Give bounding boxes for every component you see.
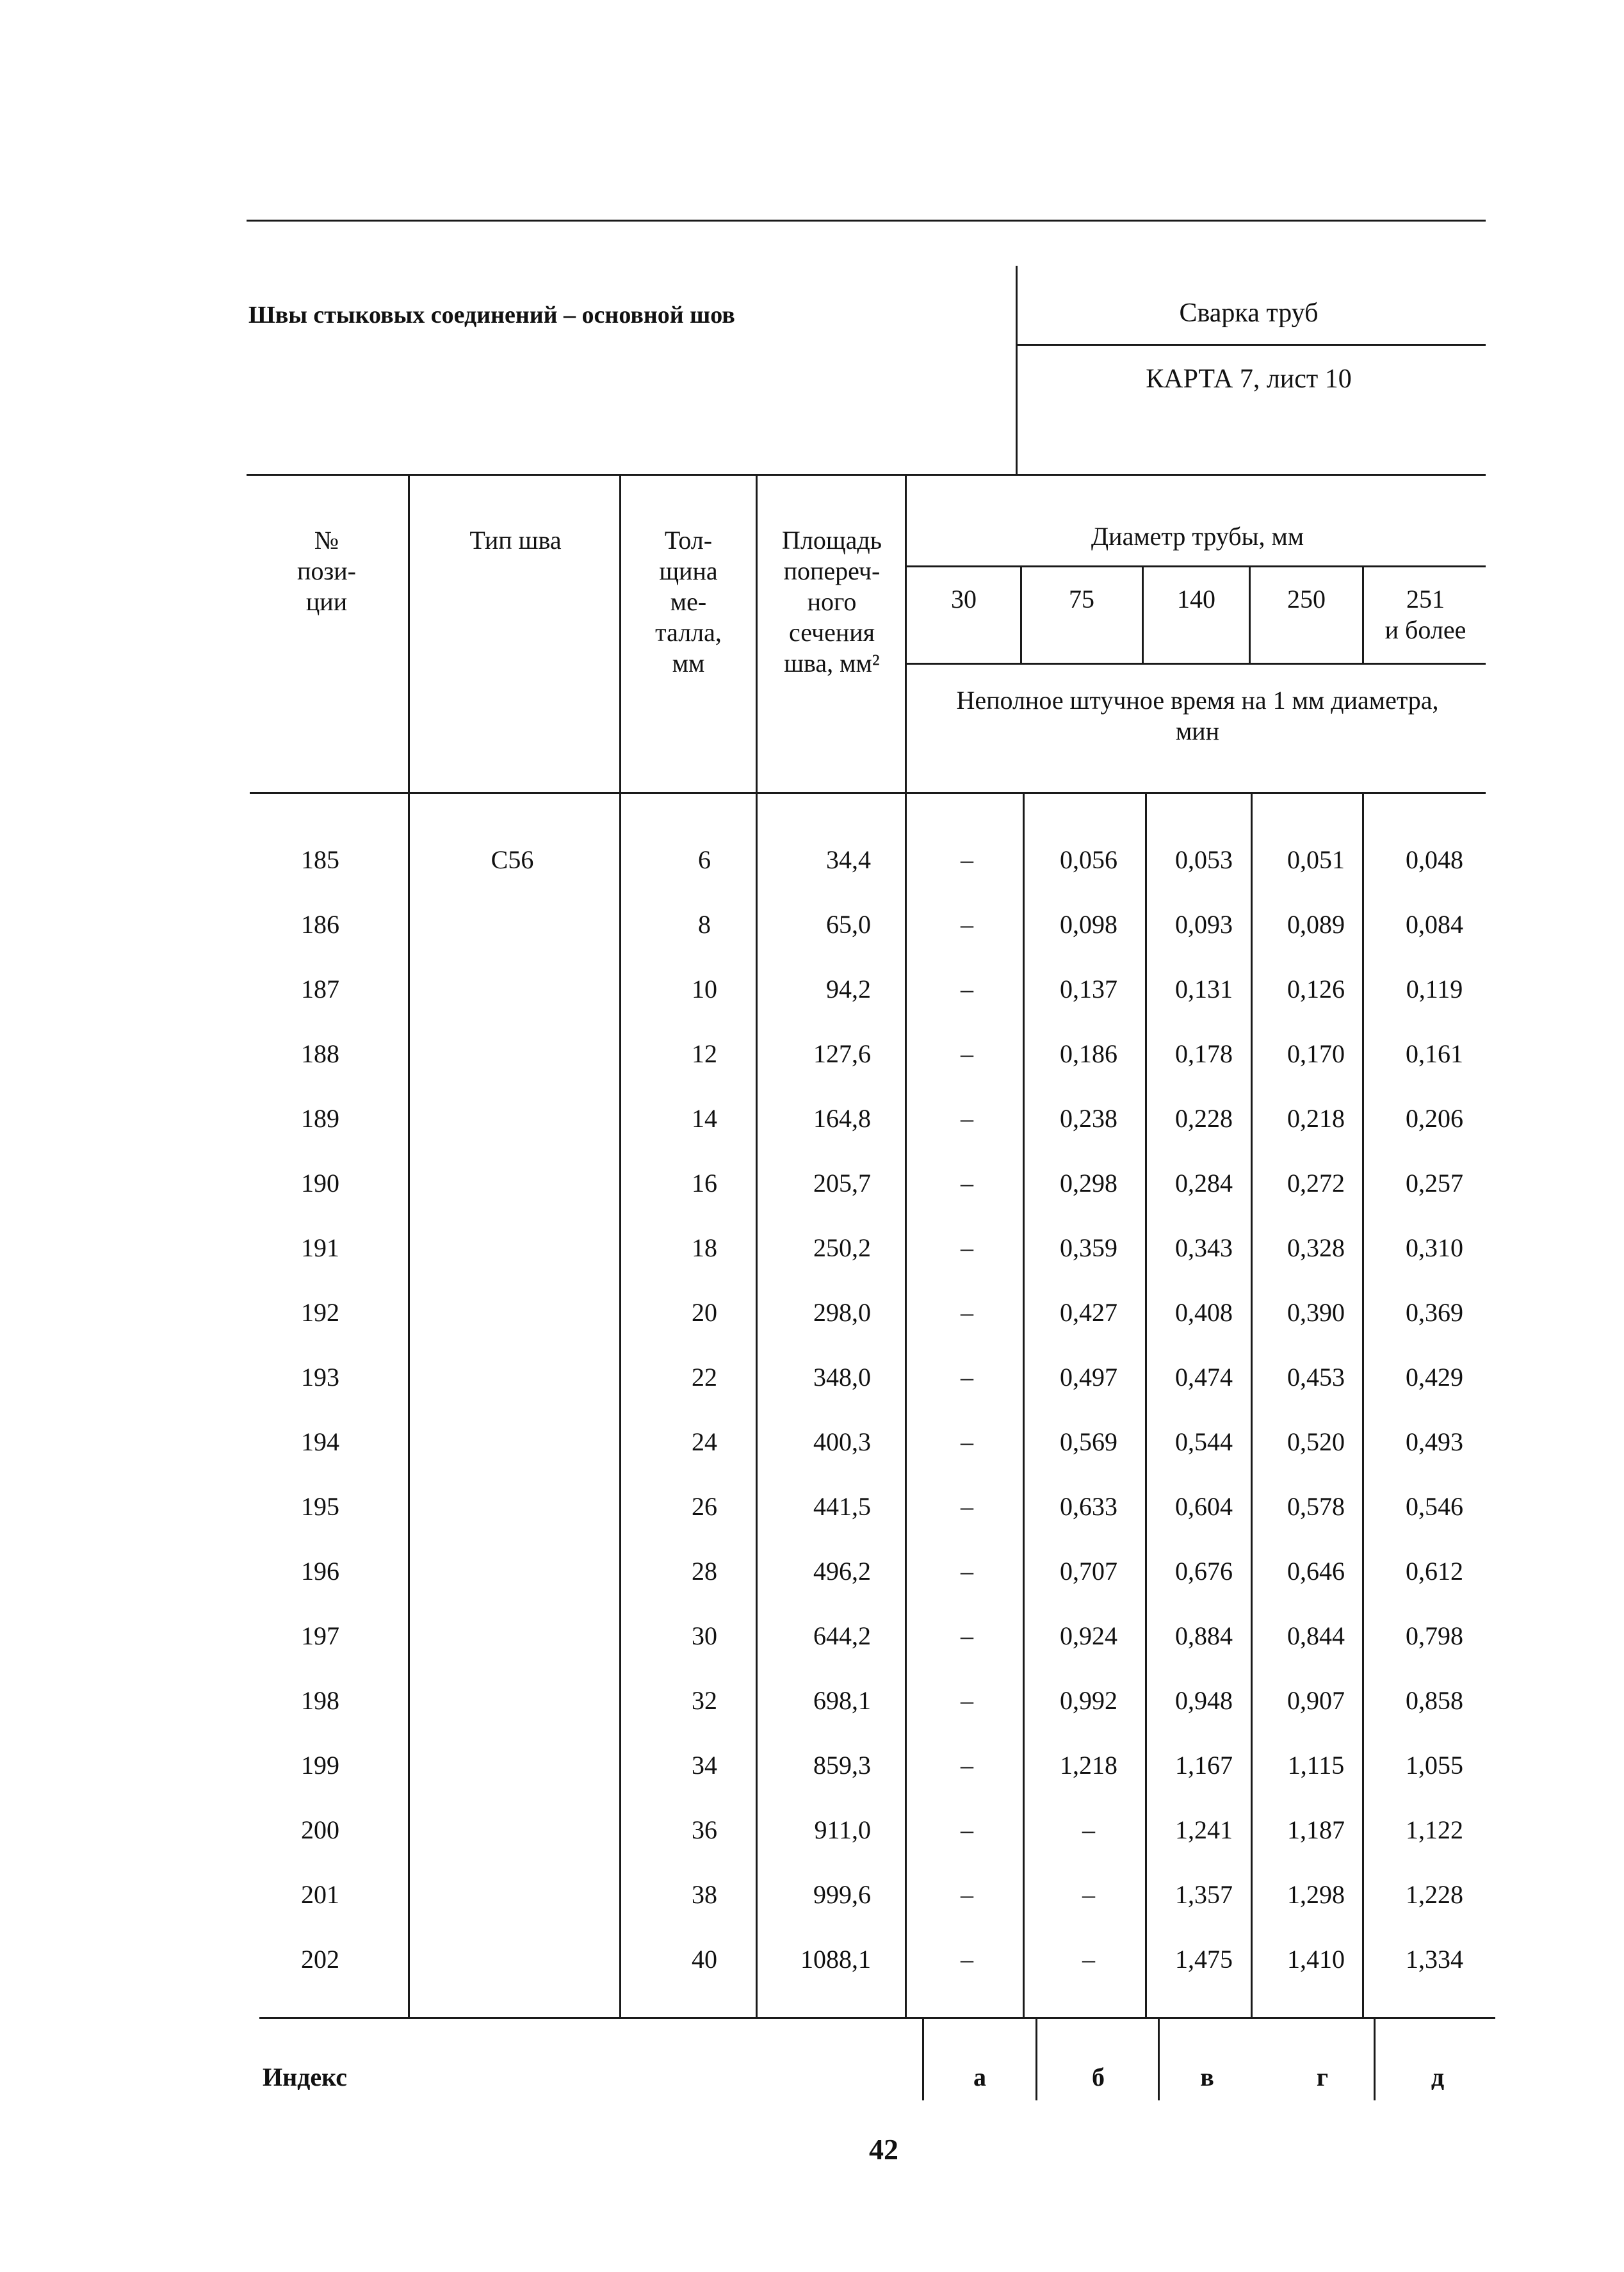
header-weld-type: Тип шва [469, 526, 562, 555]
cell-time-d30: – [961, 910, 973, 939]
cell-cross-section-area: 127,6 [813, 1039, 871, 1068]
cell-time-d250: 0,126 [1287, 975, 1345, 1003]
cell-thickness: 36 [692, 1815, 717, 1844]
cell-time-d140: 0,284 [1175, 1169, 1233, 1197]
header-diameter-title: Диаметр трубы, мм [1091, 522, 1304, 551]
cell-time-d140: 0,093 [1175, 910, 1233, 939]
cell-cross-section-area: 94,2 [826, 975, 871, 1003]
cell-time-d250: 0,646 [1287, 1557, 1345, 1586]
page-number: 42 [869, 2133, 898, 2166]
cell-time-d30: – [961, 1751, 973, 1780]
cell-thickness: 16 [692, 1169, 717, 1197]
cell-thickness: 30 [692, 1621, 717, 1650]
cell-thickness: 26 [692, 1492, 717, 1521]
diameter-title-rule [905, 565, 1486, 567]
cell-time-d140: 1,357 [1175, 1880, 1233, 1909]
cell-cross-section-area: 205,7 [813, 1169, 871, 1197]
index-letter-d: д [1431, 2063, 1445, 2091]
cell-cross-section-area: 911,0 [814, 1815, 871, 1844]
cell-time-d251: 0,084 [1406, 910, 1463, 939]
cell-position-number: 191 [301, 1233, 339, 1262]
header-diameter-140: 140 [1177, 585, 1215, 613]
cell-cross-section-area: 250,2 [813, 1233, 871, 1262]
cell-time-d75: – [1082, 1945, 1095, 1974]
cell-cross-section-area: 65,0 [826, 910, 871, 939]
cell-position-number: 198 [301, 1686, 339, 1715]
cell-time-d251: 0,310 [1406, 1233, 1463, 1262]
cell-time-d140: 0,544 [1175, 1427, 1233, 1456]
cell-cross-section-area: 698,1 [813, 1686, 871, 1715]
header-area: Площадь попереч- ного сечения шва, мм² [782, 526, 882, 678]
cell-time-d30: – [961, 1298, 973, 1327]
cell-position-number: 193 [301, 1363, 339, 1392]
cell-thickness: 24 [692, 1427, 717, 1456]
cell-weld-type [448, 905, 576, 944]
cell-thickness: 18 [692, 1233, 717, 1262]
col-rule-4 [905, 474, 907, 2017]
index-letter-a: а [973, 2063, 986, 2091]
cell-cross-section-area: 859,3 [813, 1751, 871, 1780]
cell-time-d250: 0,051 [1287, 845, 1345, 874]
cell-thickness: 40 [692, 1945, 717, 1974]
cell-time-d75: – [1082, 1880, 1095, 1909]
cell-time-d75: 0,137 [1060, 975, 1117, 1003]
col-rule-1 [408, 474, 410, 2017]
cell-thickness: 12 [692, 1039, 717, 1068]
cell-time-d75: 0,186 [1060, 1039, 1117, 1068]
cell-position-number: 195 [301, 1492, 339, 1521]
col-rule-2 [619, 474, 621, 2017]
header-top-rule [247, 474, 1486, 476]
index-rule-v [1158, 2017, 1160, 2100]
cell-time-d250: 0,272 [1287, 1169, 1345, 1197]
cell-thickness: 28 [692, 1557, 717, 1586]
cell-time-d251: 0,369 [1406, 1298, 1463, 1327]
diam-rule-140 [1142, 565, 1144, 663]
cell-weld-type [448, 970, 576, 1009]
diam-rule-250 [1249, 565, 1251, 663]
cell-thickness: 32 [692, 1686, 717, 1715]
cell-time-d140: 0,474 [1175, 1363, 1233, 1392]
cell-time-d251: 0,858 [1406, 1686, 1463, 1715]
cell-time-d75: 0,098 [1060, 910, 1117, 939]
cell-time-d75: 0,924 [1060, 1621, 1117, 1650]
header-diameter-250: 250 [1287, 585, 1326, 613]
cell-cross-section-area: 348,0 [813, 1363, 871, 1392]
card-label: КАРТА 7, лист 10 [1146, 364, 1352, 394]
cell-time-d251: 0,161 [1406, 1039, 1463, 1068]
cell-time-d251: 1,334 [1406, 1945, 1463, 1974]
cell-thickness: 8 [698, 910, 711, 939]
header-thickness: Тол- щина ме- талла, мм [655, 526, 722, 678]
cell-cross-section-area: 298,0 [813, 1298, 871, 1327]
cell-weld-type [448, 1876, 576, 1914]
cell-time-d250: 0,218 [1287, 1104, 1345, 1133]
cell-thickness: 20 [692, 1298, 717, 1327]
cell-cross-section-area: 400,3 [813, 1427, 871, 1456]
cell-time-d75: 0,298 [1060, 1169, 1117, 1197]
cell-time-d140: 1,241 [1175, 1815, 1233, 1844]
cell-time-d30: – [961, 1169, 973, 1197]
cell-position-number: 202 [301, 1945, 339, 1974]
cell-time-d251: 0,048 [1406, 845, 1463, 874]
index-rule-b [1035, 2017, 1037, 2100]
cell-position-number: 201 [301, 1880, 339, 1909]
cell-position-number: 190 [301, 1169, 339, 1197]
document-title: Швы стыковых соединений – основной шов [248, 302, 735, 329]
cell-position-number: 188 [301, 1039, 339, 1068]
cell-time-d30: – [961, 845, 973, 874]
cell-time-d251: 1,055 [1406, 1751, 1463, 1780]
cell-time-d30: – [961, 975, 973, 1003]
cell-time-d250: 1,115 [1287, 1751, 1345, 1780]
cell-weld-type [448, 1358, 576, 1397]
cell-time-d251: 1,122 [1406, 1815, 1463, 1844]
cell-time-d140: 0,131 [1175, 975, 1233, 1003]
section-title: Сварка труб [1179, 298, 1319, 328]
header-diameter-75: 75 [1069, 585, 1094, 613]
cell-time-d140: 0,228 [1175, 1104, 1233, 1133]
cell-weld-type [448, 1811, 576, 1849]
cell-time-d251: 0,257 [1406, 1169, 1463, 1197]
cell-time-d140: 1,167 [1175, 1751, 1233, 1780]
cell-cross-section-area: 999,6 [813, 1880, 871, 1909]
cell-position-number: 199 [301, 1751, 339, 1780]
cell-time-d140: 0,604 [1175, 1492, 1233, 1521]
cell-time-d75: 0,359 [1060, 1233, 1117, 1262]
cell-time-d140: 0,053 [1175, 845, 1233, 874]
cell-time-d250: 0,453 [1287, 1363, 1345, 1392]
cell-time-d251: 0,206 [1406, 1104, 1463, 1133]
cell-time-d251: 1,228 [1406, 1880, 1463, 1909]
cell-time-d140: 0,178 [1175, 1039, 1233, 1068]
cell-cross-section-area: 164,8 [813, 1104, 871, 1133]
cell-time-d30: – [961, 1815, 973, 1844]
cell-thickness: 6 [698, 845, 711, 874]
cell-time-d75: 0,707 [1060, 1557, 1117, 1586]
cell-weld-type [448, 1423, 576, 1461]
cell-time-d140: 0,884 [1175, 1621, 1233, 1650]
cell-time-d75: 0,238 [1060, 1104, 1117, 1133]
cell-position-number: 189 [301, 1104, 339, 1133]
cell-thickness: 10 [692, 975, 717, 1003]
cell-position-number: 196 [301, 1557, 339, 1586]
cell-cross-section-area: 496,2 [813, 1557, 871, 1586]
header-bottom-rule [250, 792, 1486, 794]
cell-thickness: 34 [692, 1751, 717, 1780]
cell-time-d30: – [961, 1686, 973, 1715]
cell-time-d250: 0,907 [1287, 1686, 1345, 1715]
cell-time-d30: – [961, 1363, 973, 1392]
cell-weld-type [448, 1746, 576, 1785]
cell-time-d140: 0,343 [1175, 1233, 1233, 1262]
cell-thickness: 22 [692, 1363, 717, 1392]
cell-time-d250: 0,089 [1287, 910, 1345, 939]
cell-time-d250: 1,298 [1287, 1880, 1345, 1909]
index-label: Индекс [263, 2063, 347, 2091]
cell-time-d75: 0,633 [1060, 1492, 1117, 1521]
cell-time-d30: – [961, 1945, 973, 1974]
cell-weld-type [448, 1617, 576, 1655]
cell-time-d30: – [961, 1039, 973, 1068]
cell-cross-section-area: 1088,1 [800, 1945, 871, 1974]
cell-time-d250: 0,520 [1287, 1427, 1345, 1456]
index-letter-g: г [1316, 2063, 1329, 2091]
cell-weld-type [448, 1488, 576, 1526]
cell-time-d75: 0,992 [1060, 1686, 1117, 1715]
cell-weld-type [448, 1229, 576, 1267]
cell-weld-type [448, 1552, 576, 1591]
cell-time-d250: 1,410 [1287, 1945, 1345, 1974]
cell-time-d250: 0,170 [1287, 1039, 1345, 1068]
cell-time-d250: 0,328 [1287, 1233, 1345, 1262]
cell-weld-type [448, 1099, 576, 1138]
cell-time-d75: 1,218 [1060, 1751, 1117, 1780]
cell-time-d30: – [961, 1880, 973, 1909]
cell-thickness: 38 [692, 1880, 717, 1909]
cell-time-d251: 0,429 [1406, 1363, 1463, 1392]
cell-thickness: 14 [692, 1104, 717, 1133]
diam-rule-251 [1362, 565, 1364, 663]
cell-time-d250: 0,578 [1287, 1492, 1345, 1521]
header-diameter-30: 30 [951, 585, 977, 613]
cell-position-number: 186 [301, 910, 339, 939]
cell-position-number: 200 [301, 1815, 339, 1844]
cell-time-d251: 0,798 [1406, 1621, 1463, 1650]
cell-time-d140: 0,676 [1175, 1557, 1233, 1586]
cell-position-number: 187 [301, 975, 339, 1003]
cell-time-d251: 0,493 [1406, 1427, 1463, 1456]
cell-time-d30: – [961, 1104, 973, 1133]
cell-time-d75: – [1082, 1815, 1095, 1844]
cell-time-d251: 0,546 [1406, 1492, 1463, 1521]
cell-cross-section-area: 34,4 [826, 845, 871, 874]
cell-time-d250: 1,187 [1287, 1815, 1345, 1844]
cell-time-d75: 0,056 [1060, 845, 1117, 874]
cell-position-number: 192 [301, 1298, 339, 1327]
header-position-number: № пози- ции [297, 526, 356, 616]
cell-time-d75: 0,569 [1060, 1427, 1117, 1456]
cell-time-d75: 0,497 [1060, 1363, 1117, 1392]
table-bottom-rule [259, 2017, 1495, 2019]
title-separator [1016, 266, 1018, 474]
cell-weld-type: С56 [491, 845, 534, 874]
diameter-values-rule [905, 663, 1486, 665]
cell-time-d140: 0,408 [1175, 1298, 1233, 1327]
cell-time-d140: 1,475 [1175, 1945, 1233, 1974]
cell-weld-type [448, 1940, 576, 1979]
cell-weld-type [448, 1294, 576, 1332]
cell-time-d30: – [961, 1427, 973, 1456]
index-rule-a [922, 2017, 924, 2100]
cell-time-d251: 0,119 [1406, 975, 1463, 1003]
cell-weld-type [448, 1164, 576, 1203]
top-rule [247, 220, 1486, 222]
cell-time-d75: 0,427 [1060, 1298, 1117, 1327]
header-time-caption: Неполное штучное время на 1 мм диаметра, мин [956, 686, 1439, 745]
title-divider [1017, 344, 1486, 346]
cell-time-d30: – [961, 1492, 973, 1521]
header-diameter-251: 251 и более [1384, 585, 1466, 644]
cell-time-d30: – [961, 1233, 973, 1262]
cell-time-d251: 0,612 [1406, 1557, 1463, 1586]
cell-time-d250: 0,844 [1287, 1621, 1345, 1650]
cell-position-number: 194 [301, 1427, 339, 1456]
cell-time-d140: 0,948 [1175, 1686, 1233, 1715]
cell-weld-type [448, 1682, 576, 1720]
cell-weld-type [448, 1035, 576, 1073]
cell-time-d30: – [961, 1621, 973, 1650]
index-letter-b: б [1092, 2063, 1105, 2091]
index-rule-g [1374, 2017, 1376, 2100]
cell-position-number: 197 [301, 1621, 339, 1650]
index-letter-v: в [1200, 2063, 1214, 2091]
cell-cross-section-area: 441,5 [813, 1492, 871, 1521]
cell-time-d250: 0,390 [1287, 1298, 1345, 1327]
cell-cross-section-area: 644,2 [813, 1621, 871, 1650]
cell-position-number: 185 [301, 845, 339, 874]
cell-time-d30: – [961, 1557, 973, 1586]
diam-rule-75 [1020, 565, 1022, 663]
